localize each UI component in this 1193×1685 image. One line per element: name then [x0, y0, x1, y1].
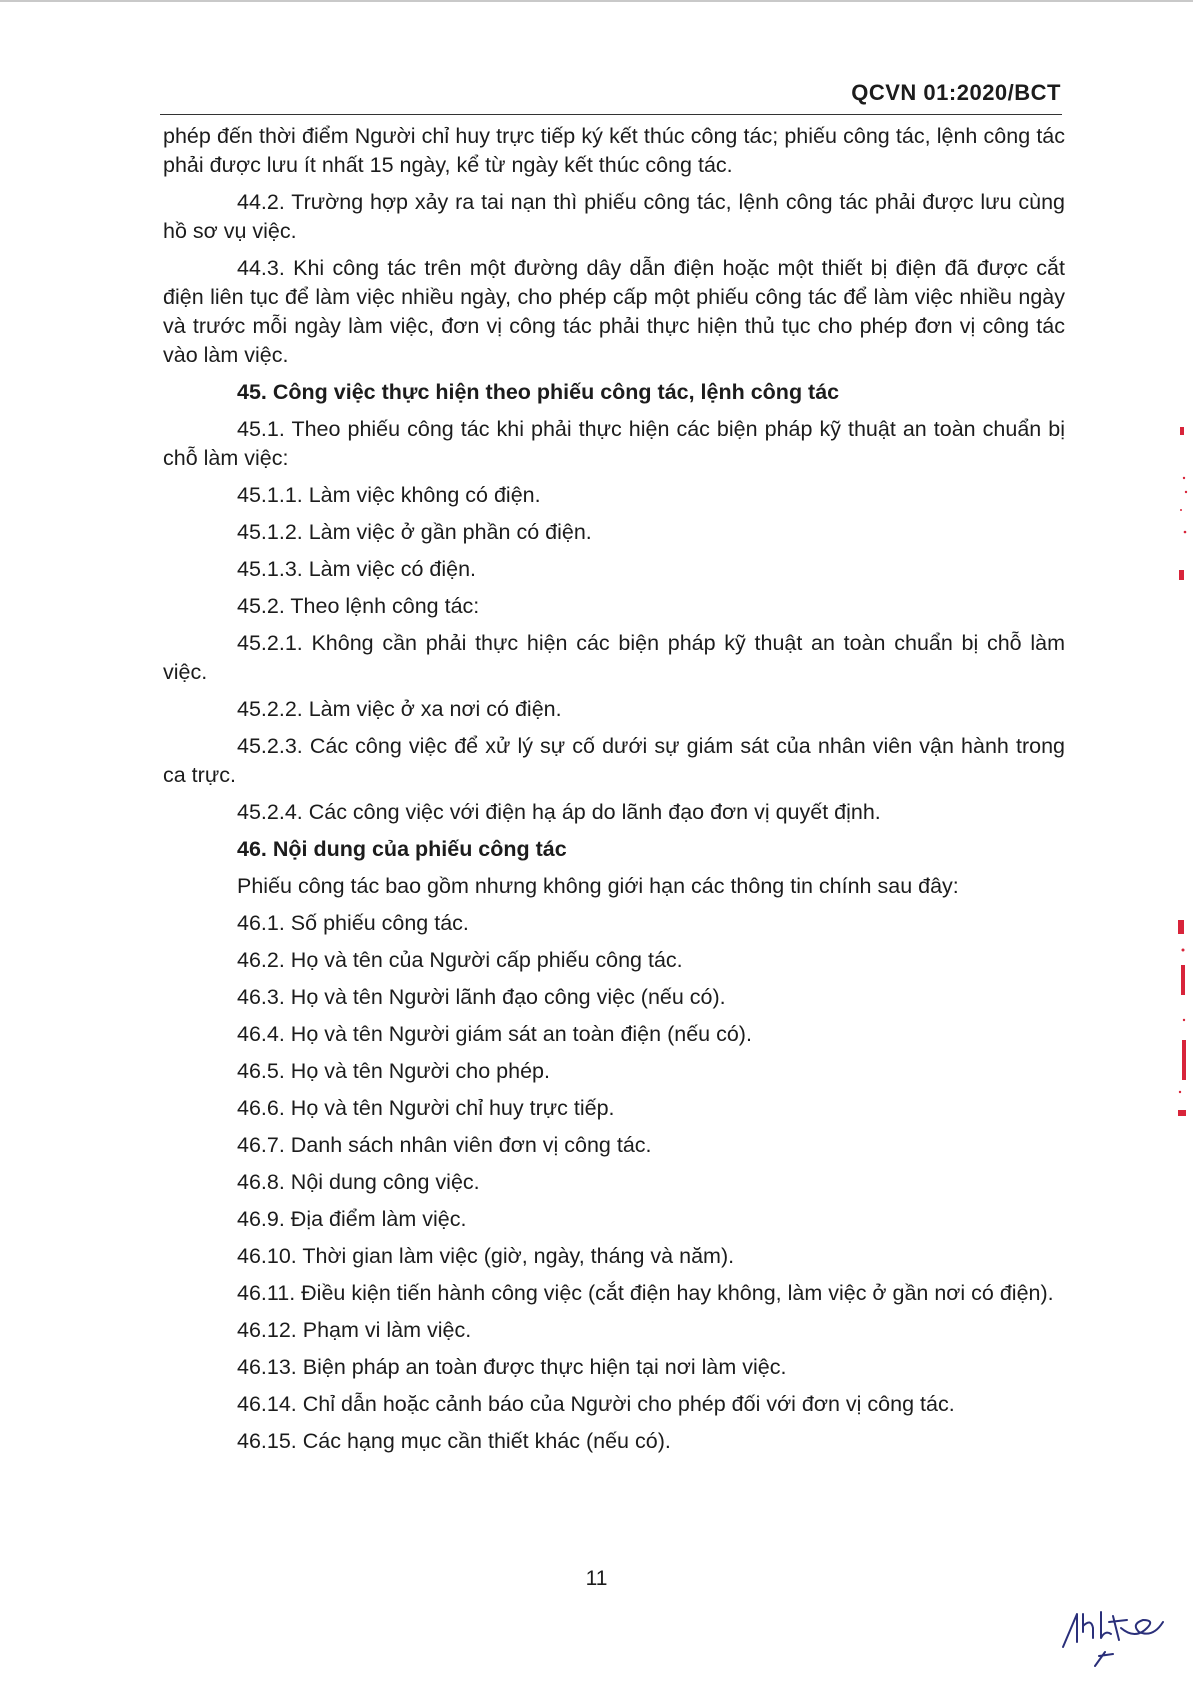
list-item: 45.1.1. Làm việc không có điện.	[237, 483, 541, 507]
list-item: 45.2.2. Làm việc ở xa nơi có điện.	[237, 697, 562, 721]
document-code: QCVN 01:2020/BCT	[851, 80, 1061, 105]
list-item: 46.14. Chỉ dẫn hoặc cảnh báo của Người cho phép đối với đơn vị công tác.	[237, 1392, 955, 1416]
paragraph: 44.3. Khi công tác trên một đường dây dẫn điện hoặc một thiết bị điện đã được cắt điện liên tục để làm việc nhiều ngày, cho phép cấp một phiếu công tác để làm việc nhiều ngày và trước mỗi ngày làm việc, đơn vị công tác phải thực hiện thủ tục cho phép đơn vị công tác vào làm việc.	[163, 256, 1065, 367]
paragraph: 44.2. Trường hợp xảy ra tai nạn thì phiếu công tác, lệnh công tác phải được lưu cùng hồ sơ vụ việc.	[163, 190, 1065, 243]
page-number: 11	[585, 1567, 608, 1590]
section-heading: 46. Nội dung của phiếu công tác	[237, 837, 567, 861]
scan-top-edge	[0, 0, 1193, 2]
list-item: 46.9. Địa điểm làm việc.	[237, 1207, 467, 1231]
list-item: 46.12. Phạm vi làm việc.	[237, 1318, 472, 1342]
document-body	[163, 122, 1065, 1456]
list-item: 46.15. Các hạng mục cần thiết khác (nếu có).	[237, 1429, 671, 1453]
list-item: 46.2. Họ và tên của Người cấp phiếu công tác.	[237, 948, 683, 972]
list-item: 46.13. Biện pháp an toàn được thực hiện tại nơi làm việc.	[237, 1355, 787, 1379]
list-item: 45.1.3. Làm việc có điện.	[237, 557, 477, 581]
section-heading: 45. Công việc thực hiện theo phiếu công tác, lệnh công tác	[237, 380, 840, 404]
paragraph: Phiếu công tác bao gồm nhưng không giới hạn các thông tin chính sau đây:	[237, 874, 959, 898]
list-item: 45.2.3. Các công việc để xử lý sự cố dưới sự giám sát của nhân viên vận hành trong ca trực.	[163, 734, 1065, 787]
list-item: 46.3. Họ và tên Người lãnh đạo công việc (nếu có).	[237, 985, 726, 1009]
seal-edge-marks	[1175, 420, 1193, 1140]
list-item: 46.4. Họ và tên Người giám sát an toàn điện (nếu có).	[237, 1022, 752, 1046]
list-item: 46.10. Thời gian làm việc (giờ, ngày, tháng và năm).	[237, 1244, 735, 1268]
list-item: 45.2.4. Các công việc với điện hạ áp do lãnh đạo đơn vị quyết định.	[237, 800, 881, 824]
list-item: 46.6. Họ và tên Người chỉ huy trực tiếp.	[237, 1096, 615, 1120]
paragraph: phép đến thời điểm Người chỉ huy trực tiếp ký kết thúc công tác; phiếu công tác, lệnh công tác phải được lưu ít nhất 15 ngày, kể từ ngày kết thúc công tác.	[163, 124, 1065, 177]
list-item: 46.8. Nội dung công việc.	[237, 1170, 480, 1194]
signature-initials	[1055, 1592, 1165, 1672]
list-item: 46.1. Số phiếu công tác.	[237, 911, 469, 935]
list-item: 46.5. Họ và tên Người cho phép.	[237, 1059, 550, 1083]
paragraph: 45.1. Theo phiếu công tác khi phải thực hiện các biện pháp kỹ thuật an toàn chuẩn bị chỗ làm việc:	[163, 417, 1065, 470]
header-rule	[160, 114, 1062, 115]
list-item: 45.1.2. Làm việc ở gần phần có điện.	[237, 520, 592, 544]
list-item: 46.11. Điều kiện tiến hành công việc (cắt điện hay không, làm việc ở gần nơi có điện).	[237, 1281, 1054, 1305]
list-item: 45.2.1. Không cần phải thực hiện các biện pháp kỹ thuật an toàn chuẩn bị chỗ làm việc.	[163, 631, 1065, 684]
list-item: 46.7. Danh sách nhân viên đơn vị công tác.	[237, 1133, 652, 1157]
paragraph: 45.2. Theo lệnh công tác:	[237, 594, 480, 618]
